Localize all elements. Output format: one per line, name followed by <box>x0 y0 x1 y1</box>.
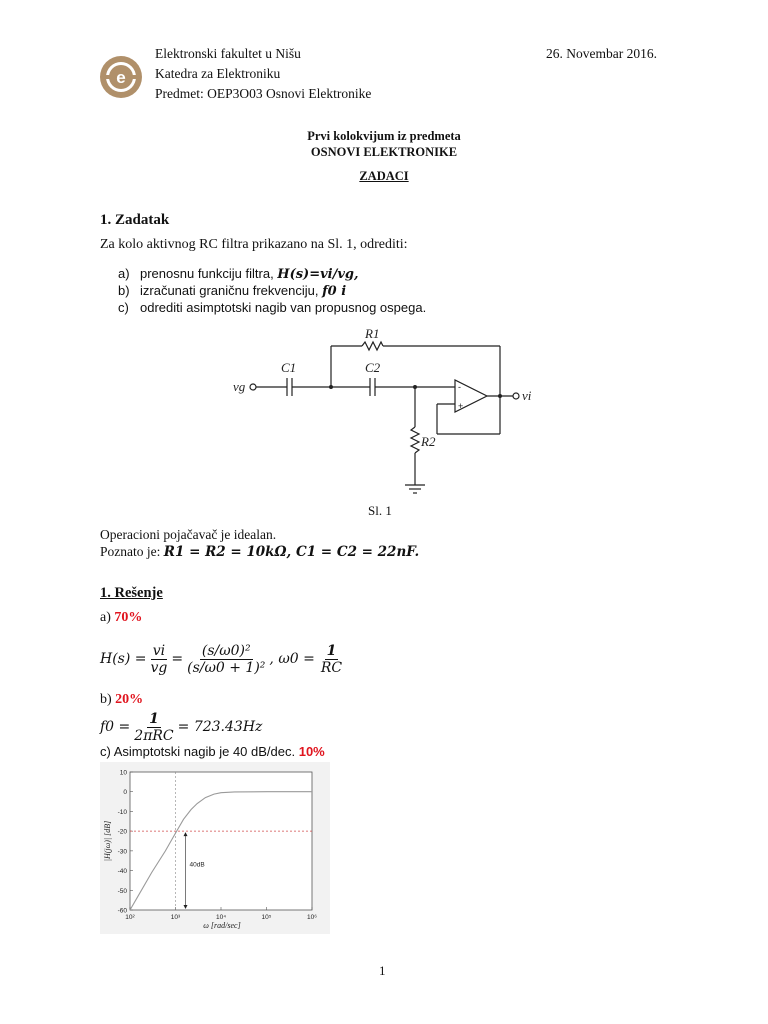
label-r2: R2 <box>421 434 436 449</box>
page-number: 1 <box>379 963 386 978</box>
header-course: Predmet: OEP3O03 Osnovi Elektronike <box>155 86 372 101</box>
title-block <box>0 128 768 184</box>
equation-transfer: H(s) = $\frac{vi}{vg}$ = $\frac{\text{(s/ω0)²}}{\text{(s/ω0 + 1)²}}$ , ω0 = $\frac{1}{RC}$ <box>100 642 343 676</box>
x-tick-label: 10⁵ <box>261 914 272 921</box>
solution-b: b) 20% <box>100 692 144 707</box>
y-tick-label: -30 <box>117 848 127 856</box>
figure-caption: Sl. 1 <box>368 503 392 518</box>
y-tick-label: -10 <box>117 808 127 816</box>
title-line2: OSNOVI ELEKTRONIKE <box>310 145 458 159</box>
task-item-a: a) prenosnu funkciju filtra, H(s)=vi/vg, <box>118 266 359 282</box>
y-tick-label: -50 <box>117 887 127 895</box>
label-minus: - <box>458 382 461 392</box>
solution-heading: 1. Rešenje <box>100 585 163 601</box>
x-tick-label: 10⁴ <box>215 914 227 921</box>
y-tick-label: 10 <box>119 769 127 777</box>
x-tick-label: 10² <box>125 914 135 921</box>
logo-letter: e <box>116 68 126 87</box>
label-vi: vi <box>522 388 532 403</box>
faculty-logo <box>98 54 144 100</box>
equation-frequency: f0 = $\frac{1}{\text{2πRC}}$ = 723.43Hz <box>100 710 263 744</box>
title-line3: ZADACI <box>359 169 409 183</box>
logo-emblem-icon <box>98 54 144 100</box>
header-department: Katedra za Elektroniku <box>155 66 281 81</box>
title-line1: Prvi kolokvijum iz predmeta <box>307 129 461 143</box>
x-tick-label: 10⁶ <box>307 914 317 921</box>
solution-c: c) Asimptotski nagib je 40 dB/dec. 10% <box>100 744 325 759</box>
circuit-schematic <box>225 322 545 502</box>
label-c1: C1 <box>281 360 297 375</box>
annotation-label: 40dB <box>189 861 205 869</box>
label-c2: C2 <box>365 360 381 375</box>
label-r1: R1 <box>365 326 380 341</box>
label-vg: vg <box>233 379 246 394</box>
task-list <box>118 266 426 316</box>
task-heading: 1. Zadatak <box>100 212 170 228</box>
task-intro: Za kolo aktivnog RC filtra prikazano na Sl. 1, odrediti: <box>100 237 408 252</box>
task-item-c: c) odrediti asimptotski nagib van propusnog ospega. <box>118 300 427 315</box>
task-item-b: b) izračunati graničnu frekvenciju, f0 i <box>118 283 347 299</box>
header-date: 26. Novembar 2016. <box>546 46 657 61</box>
x-tick-label: 10³ <box>170 914 181 921</box>
y-tick-label: 0 <box>123 789 127 797</box>
solution-a: a) 70% <box>100 610 143 625</box>
y-tick-label: -40 <box>117 868 127 876</box>
known-values: Poznato je: R1 = R2 = 10kΩ, C1 = C2 = 22nF. <box>100 544 420 560</box>
header-faculty: Elektronski fakultet u Nišu <box>155 46 301 61</box>
label-plus: + <box>458 401 464 411</box>
y-tick-label: -20 <box>117 828 127 836</box>
y-tick-label: -60 <box>117 907 127 915</box>
header-info <box>155 44 371 104</box>
opamp-note: Operacioni pojačavač je idealan. <box>100 527 277 542</box>
bode-ylabel: |H(jω)| [dB] <box>103 820 112 862</box>
bode-xlabel: ω [rad/sec] <box>203 921 241 930</box>
bode-plot <box>100 762 330 934</box>
